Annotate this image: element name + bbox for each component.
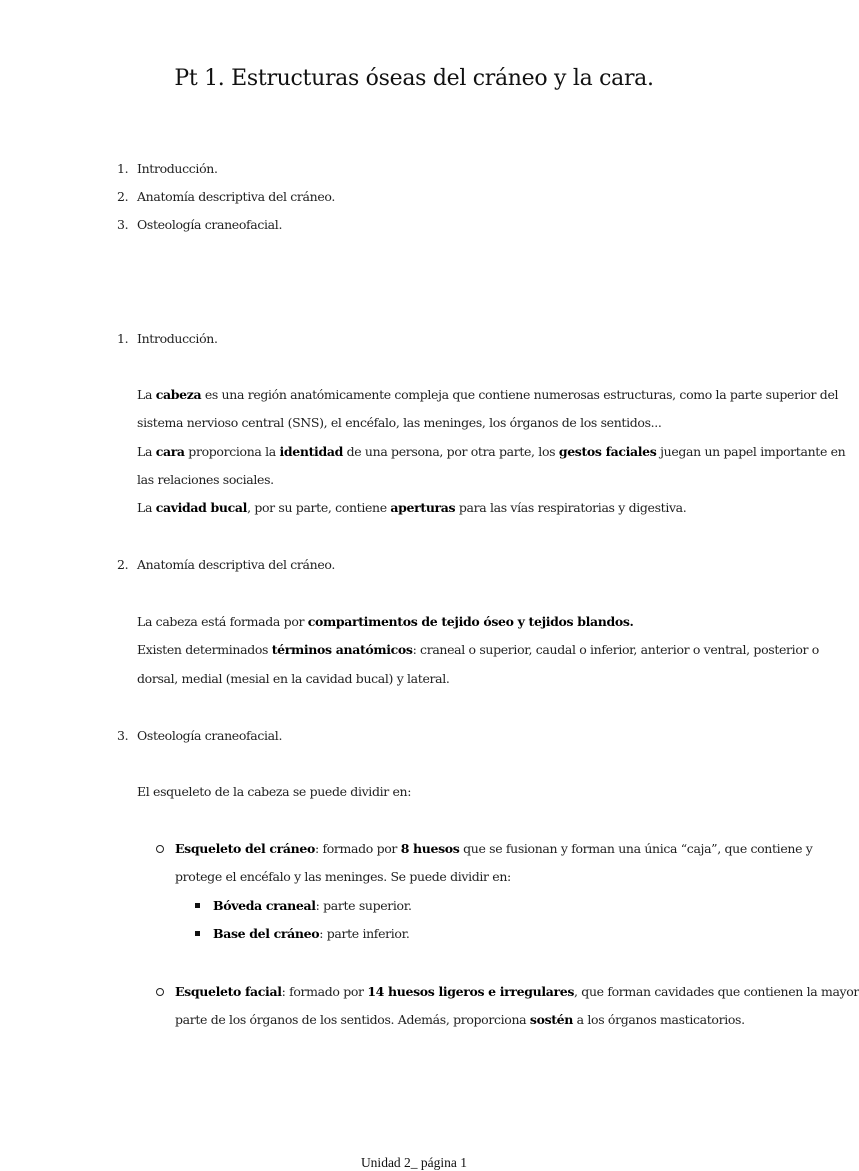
square-bullet-icon [195,903,200,908]
bold-term: sostén [529,1012,574,1027]
text: , por su parte, contiene [247,500,391,515]
bold-term: 14 huesos ligeros e irregulares [367,984,575,999]
sub-list-item [213,926,409,942]
text: : formado por [314,841,401,856]
bold-term: cabeza [155,387,202,402]
toc-label: Osteología craneofacial. [137,217,283,232]
toc-label: Introducción. [137,161,218,176]
bold-term: gestos faciales [558,444,657,459]
hollow-bullet-icon [156,988,164,996]
paragraph-line [137,387,838,403]
bold-term: compartimentos de tejido óseo y tejidos blandos. [307,614,634,629]
bold-term: Bóveda craneal [213,898,316,913]
page-footer: Unidad 2_ página 1 [360,1155,468,1170]
text: La [137,500,156,515]
text: de una persona, por otra parte, los [342,444,559,459]
text: proporciona la [184,444,280,459]
paragraph-line: protege el encéfalo y las meninges. Se puede dividir en: [175,869,511,884]
paragraph-line [137,444,845,460]
section-number: 3. [117,728,129,743]
toc-label: Anatomía descriptiva del cráneo. [137,189,335,204]
section-title: Osteología craneofacial. [137,728,283,743]
text: : parte superior. [315,898,412,913]
text: es una región anatómicamente compleja que contiene numerosas estructuras, como la parte superior del [201,387,839,402]
text: La [137,387,156,402]
bold-term: aperturas [390,500,456,515]
toc-number: 2. [117,189,129,204]
sub-list-item [213,898,412,914]
paragraph-line: dorsal, medial (mesial en la cavidad bucal) y lateral. [137,671,450,686]
bold-term: cavidad bucal [155,500,248,515]
list-item [175,841,812,857]
paragraph-line [175,1012,745,1028]
toc-number: 1. [117,161,129,176]
section-number: 2. [117,557,129,572]
page-title: Pt 1. Estructuras óseas del cráneo y la cara. [174,66,654,91]
text: : parte inferior. [319,926,410,941]
paragraph-line: las relaciones sociales. [137,472,274,487]
paragraph-line [137,500,686,516]
toc-number: 3. [117,217,129,232]
bold-term: 8 huesos [400,841,460,856]
section-number: 1. [117,331,129,346]
text: juegan un papel importante en [656,444,846,459]
bold-term: identidad [279,444,343,459]
list-item [175,984,859,1000]
bold-term: cara [155,444,185,459]
section-title: Introducción. [137,331,218,346]
text: : formado por [281,984,368,999]
paragraph-line [137,614,634,630]
paragraph-line: sistema nervioso central (SNS), el encéfalo, las meninges, los órganos de los sentidos... [137,415,662,430]
bold-term: Base del cráneo [213,926,320,941]
text: , que forman cavidades que contienen la mayor [574,984,859,999]
text: La cabeza está formada por [137,614,308,629]
text: Existen determinados [137,642,272,657]
text: para las vías respiratorias y digestiva. [455,500,687,515]
text: La [137,444,156,459]
paragraph-line [137,642,819,658]
bold-term: Esqueleto del cráneo [175,841,315,856]
text: parte de los órganos de los sentidos. Además, proporciona [175,1012,530,1027]
text: que se fusionan y forman una única “caja”, que contiene y [459,841,813,856]
paragraph-line: El esqueleto de la cabeza se puede dividir en: [137,784,412,799]
bold-term: términos anatómicos [271,642,413,657]
text: a los órganos masticatorios. [573,1012,745,1027]
hollow-bullet-icon [156,845,164,853]
bold-term: Esqueleto facial [175,984,282,999]
square-bullet-icon [195,931,200,936]
text: : craneal o superior, caudal o inferior, anterior o ventral, posterior o [412,642,819,657]
section-title: Anatomía descriptiva del cráneo. [137,557,335,572]
